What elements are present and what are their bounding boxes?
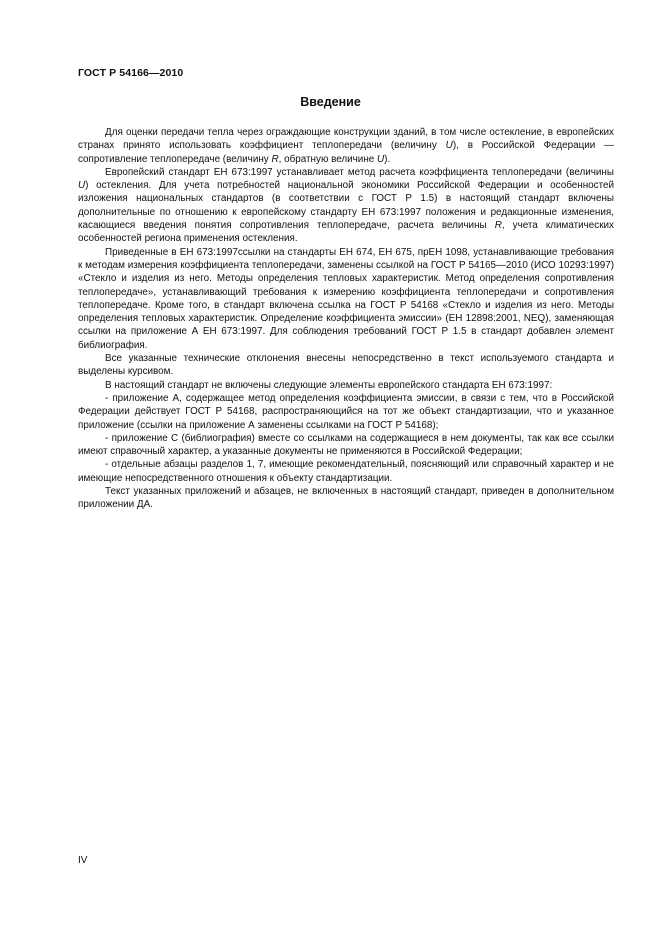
document-code-header: ГОСТ Р 54166—2010 xyxy=(78,67,184,79)
paragraph: Все указанные технические отклонения внесены непосредственно в текст используемого стандарта и выделены курсивом. xyxy=(78,353,614,378)
paragraph: Приведенные в ЕН 673:1997ссылки на стандарты ЕН 674, ЕН 675, прЕН 1098, устанавливающие требования к методам измерения коэффициента теплопередачи, заменены ссылкой на ГОСТ Р 54165—2010 (ИСО 10293:1997) «Стекло и изделия из него. Методы определения тепловых характеристик. Метод определения сопротивления теплопередаче», устанавливающий требования к измерению коэффициента теплопередачи и сопротивления теплопередаче. Кроме того, в стандарт включена ссылка на ГОСТ Р 54168 «Стекло и изделия из него. Методы определения тепловых характеристик. Определение коэффициента эмиссии» (ЕН 12898:2001, NEQ), заменяющая ссылки на приложение А ЕН 673:1997. Для соблюдения требований ГОСТ Р 1.5 в стандарт добавлен элемент библиография. xyxy=(78,246,614,351)
paragraph: - приложение С (библиография) вместе со ссылками на содержащиеся в нем документы, так как все ссылки имеют справочный характер, а указанные документы не применяются в Российской Федерации; xyxy=(78,432,614,458)
paragraph: Текст указанных приложений и абзацев, не включенных в настоящий стандарт, приведен в дополнительном приложении ДА. xyxy=(78,486,614,511)
paragraph: В настоящий стандарт не включены следующие элементы европейского стандарта ЕН 673:1997: xyxy=(105,379,553,391)
page-number: IV xyxy=(78,855,88,866)
paragraph: - отдельные абзацы разделов 1, 7, имеющие рекомендательный, поясняющий или справочный характер и не имеющие непосредственного отношения к объекту стандартизации. xyxy=(78,459,614,484)
paragraph: Европейский стандарт ЕН 673:1997 устанавливает метод расчета коэффициента теплопередачи (величины U) остекления. Для учета потребностей национальной экономики Российской Федерации и особенностей изложения национальных стандартов (в соответствии с ГОСТ Р 1.5) в настоящий стандарт включены дополнительные по отношению к европейскому стандарту ЕН 673:1997 положения и редакционные изменения, касающиеся введения понятия сопротивления теплопередаче, расчета величины R, учета климатических особенностей региона применения остекления. xyxy=(78,166,614,245)
paragraph: Для оценки передачи тепла через ограждающие конструкции зданий, в том числе остекление, в европейских странах принято использовать коэффициент теплопередачи (величину U), в Российской Федерации — сопротивление теплопередаче (величину R, обратную величине U). xyxy=(78,127,615,165)
paragraph: - приложение А, содержащее метод определения коэффициента эмиссии, в связи с тем, что в Российской Федерации действует ГОСТ Р 54168, распространяющийся на тот же объект стандартизации, что и указанное приложение (ссылки на приложение А заменены ссылками на ГОСТ Р 54168); xyxy=(78,392,614,431)
section-title: Введение xyxy=(300,95,361,109)
body-text xyxy=(78,126,614,512)
